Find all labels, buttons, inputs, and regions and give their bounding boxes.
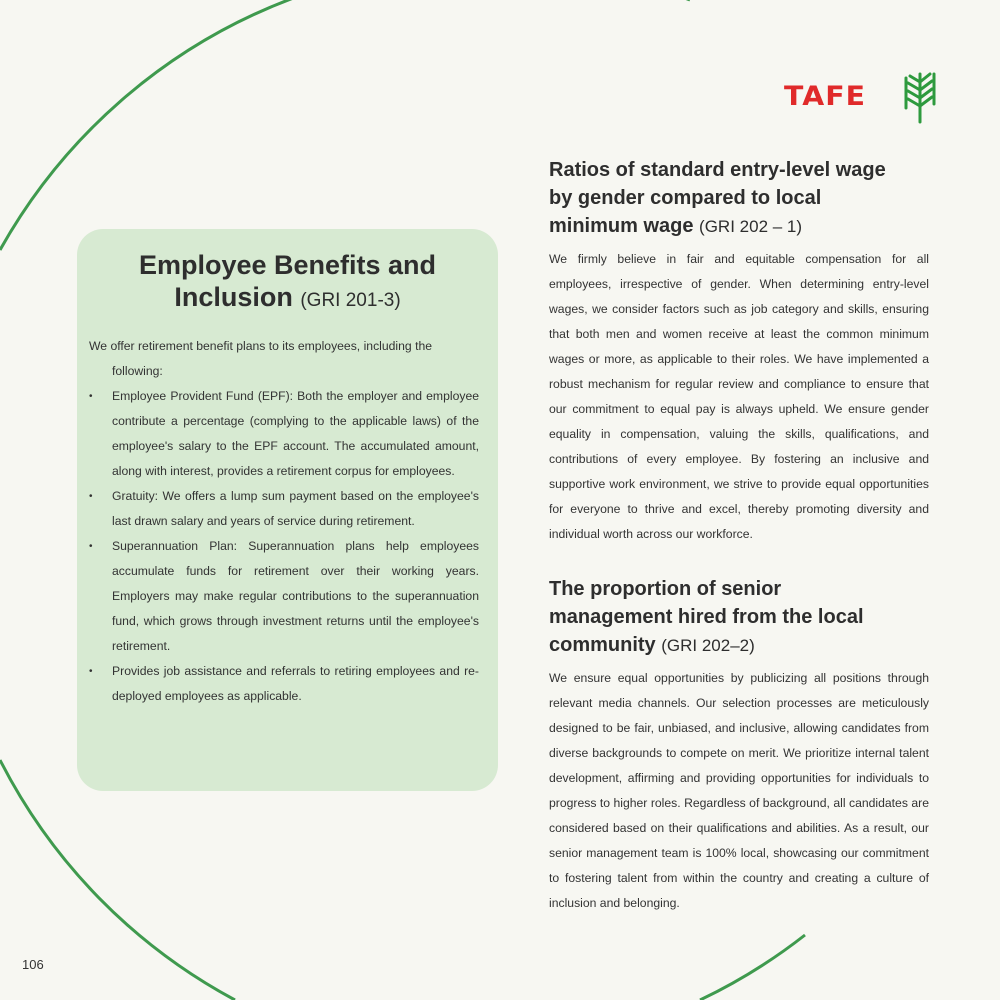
section1-heading-line3: minimum wage [549, 215, 694, 237]
card-title [77, 249, 498, 317]
section2-heading-ref: (GRI 202–2) [661, 636, 755, 655]
benefit-item-job-assistance: • Provides job assistance and referrals to retiring employees and re-deployed employees as applicable. [89, 659, 479, 709]
wheat-icon [902, 68, 938, 124]
card-title-line1: Employee Benefits and [138, 250, 437, 280]
page-number: 106 [22, 957, 44, 972]
benefit-item-superannuation: • Superannuation Plan: Superannuation plans help employees accumulate funds for retirement over their working years. Employers may make regular contributions to the superannuation fund, which grows through investment returns until the employee's retirement. [89, 534, 479, 659]
benefit-item-epf: • Employee Provident Fund (EPF): Both the employer and employee contribute a percentage (complying to the applicable laws) of the employee's salary to the EPF account. The accumulated amount, along with interest, provides a retirement corpus for employees. [89, 384, 479, 484]
section1-body: We firmly believe in fair and equitable compensation for all employees, irrespective of gender. When determining entry-level wages, we consider factors such as job category and skills, ensuring that both men and women receive at least the common minimum wages or more, as applicable to their roles. We have implemented a robust mechanism for regular review and compliance to ensure that our commitment to equal pay is always upheld. We ensure gender equality in compensation, valuing the skills, qualifications, and contributions of every employee. By fostering an inclusive and supportive work environment, we strive to provide equal opportunities for everyone to thrive and excel, thereby promoting diversity and individual worth across our workforce. [549, 252, 929, 541]
section2-body: We ensure equal opportunities by publicizing all positions through relevant media channels. Our selection processes are meticulously designed to be fair, unbiased, and inclusive, allowing candidates from diverse backgrounds to compete on merit. We prioritize internal talent development, affirming and providing opportunities for individuals to progress to higher roles. Regardless of background, all candidates are considered based on their qualifications and abilities. As a result, our senior management team is 100% local, showcasing our commitment to fostering talent from within the country and creating a culture of inclusion and belonging. [549, 671, 929, 910]
section2-heading-line1: The proportion of senior [549, 578, 782, 600]
benefits-card [77, 229, 498, 791]
section1-heading [549, 156, 929, 241]
section2-heading [549, 575, 929, 660]
section-local-management [549, 575, 929, 916]
logo-text: TAFE [784, 80, 867, 112]
section2-heading-line3: community [549, 634, 656, 656]
section1-heading-ref: (GRI 202 – 1) [699, 217, 803, 236]
tafe-logo [786, 68, 938, 124]
card-title-line2: Inclusion [174, 282, 293, 312]
section2-heading-line2: management hired from the local [549, 606, 864, 628]
card-body [89, 334, 479, 709]
section1-heading-line1: Ratios of standard entry-level wage [549, 159, 886, 181]
card-intro-line2: following: [112, 364, 163, 378]
benefit-item-gratuity: • Gratuity: We offers a lump sum payment based on the employee's last drawn salary and years of service during retirement. [89, 484, 479, 534]
card-intro-line1: We offer retirement benefit plans to its employees, including the [89, 339, 433, 353]
section-entry-level-wage [549, 156, 929, 547]
section1-heading-line2: by gender compared to local [549, 187, 822, 209]
benefits-list [89, 384, 479, 709]
card-title-ref: (GRI 201-3) [300, 290, 401, 311]
